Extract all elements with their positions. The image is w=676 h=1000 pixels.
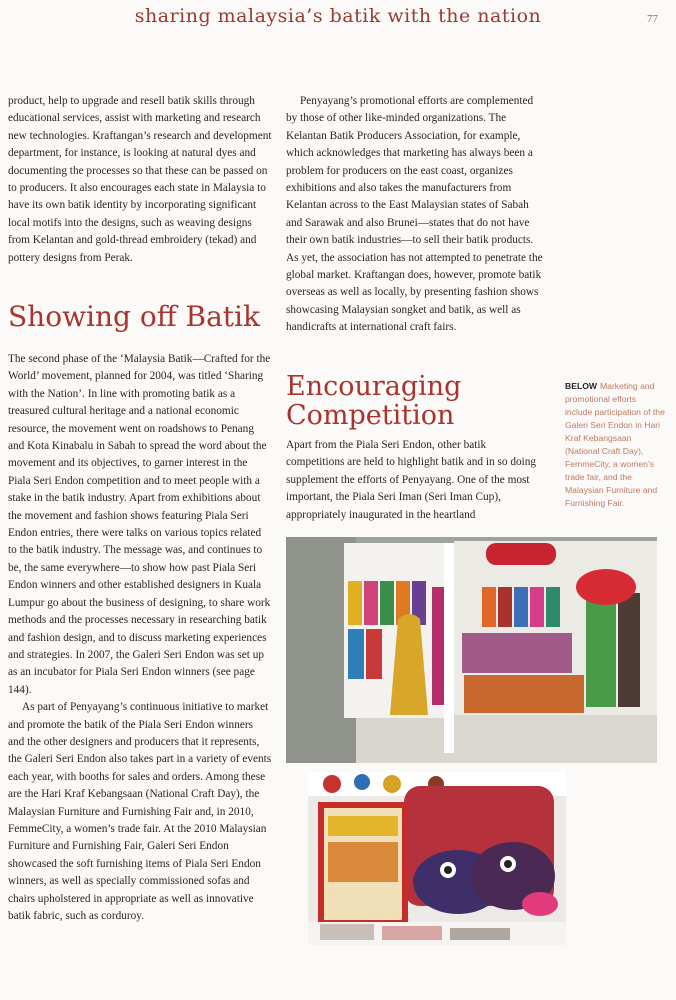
caption-text: Marketing and promotional efforts include participation of the Galeri Seri Endon in Hari Kraf Kebangsaan (National Craft Day), FemmeCity, a women’s trade fair, and the Malaysian Furniture and Furnishing Fair. — [565, 381, 665, 508]
batik-booth-photo — [286, 537, 657, 763]
batik-products-photo — [308, 772, 566, 945]
section-heading-encouraging-competition — [286, 371, 462, 431]
page-number: 77 — [647, 13, 658, 25]
paragraph: The second phase of the ‘Malaysia Batik—Crafted for the World’ movement, planned for 2004, was titled ‘Sharing with the Nation’. In line with promoting batik as a treasured cultural heritage and a national economic resource, the movement went on roadshows to Penang and Kota Kinabalu in Sabah to spread the word about the movement and its objectives, to garner interest in the Piala Seri Endon competition and to meet people with a stake in the batik industry. Apart from exhibitions about the movement and fashion shows featuring Piala Seri Endon entries, there were talks on various topics related to the batik industry. The message was, and continues to be, the same everywhere—to show how past Piala Seri Endon winners and other established designers in Kuala Lumpur go about the business of designing, to share work methods and the processes necessary in researching batik and fashion design, and to discuss marketing experiences and strategies. In 2007, the Galeri Seri Endon was set up as an incubator for Piala Seri Endon winners (see page 144). — [8, 353, 271, 696]
column-1-bottom — [8, 351, 272, 925]
photo-caption — [565, 380, 665, 510]
paragraph: As part of Penyayang’s continuous initiative to market and promote the batik of the Piala Seri Endon winners and the other designers and producers that it represents, the Galeri Seri Endon also takes part in a variety of events each year, with booths for sales and orders. Among these are the Hari Kraf Kebangsaan (National Craft Day), the Malaysian Furniture and Furnishing Fair and, in 2010, FemmeCity, a women’s trade fair. At the 2010 Malaysian Furniture and Furnishing Fair, Galeri Seri Endon showcased the soft furnishing items of Piala Seri Endon winners, as well as specially commissioned sofas and chairs upholstered in appropriate as well as innovative batik fabric, such as corduroy. — [8, 701, 272, 922]
batik-booth-illustration — [286, 537, 657, 763]
section-heading-showing-off-batik: Showing off Batik — [8, 300, 260, 333]
heading-text: Encouraging Competition — [286, 371, 462, 431]
running-title: sharing malaysia’s batik with the nation — [134, 5, 542, 27]
column-2-top — [286, 93, 544, 337]
paragraph: product, help to upgrade and resell batik skills through educational services, assist with marketing and research new technologies. Kraftangan’s research and development department, for instance, is looking at natural dyes and documenting the processes so that these can be passed on to producers. It also encourages each state in Malaysia to have its own batik identity by incorporating significant local motifs into the designs, such as weaving designs from Kelantan and gold-thread embroidery (tekad) and pottery designs from Perak. — [8, 95, 272, 264]
paragraph: Penyayang’s promotional efforts are complemented by those of other like-minded organizations. The Kelantan Batik Producers Association, for example, which acknowledges that marketing has always been a problem for producers on the east coast, organizes exhibitions and also takes the manufacturers from Kelantan across to the East Malaysian states of Sabah and Sarawak and also Brunei—states that do not have their own batik industries—to sell their batik products. As yet, the association has not attempted to penetrate the global market. Kraftangan does, however, promote batik overseas as well as locally, by presenting fashion shows showcasing Malaysian songket and batik, as well as handicrafts at international craft fairs. — [286, 95, 543, 334]
paragraph: Apart from the Piala Seri Endon, other batik competitions are held to highlight batik and in so doing supplement the efforts of Penyayang. One of the most important, the Piala Seri Iman (Seri Iman Cup), appropriately inaugurated in the heartland — [286, 439, 537, 521]
column-2-bottom — [286, 437, 541, 524]
caption-label: BELOW — [565, 381, 597, 391]
column-1-top — [8, 93, 272, 267]
batik-products-illustration — [308, 772, 566, 945]
